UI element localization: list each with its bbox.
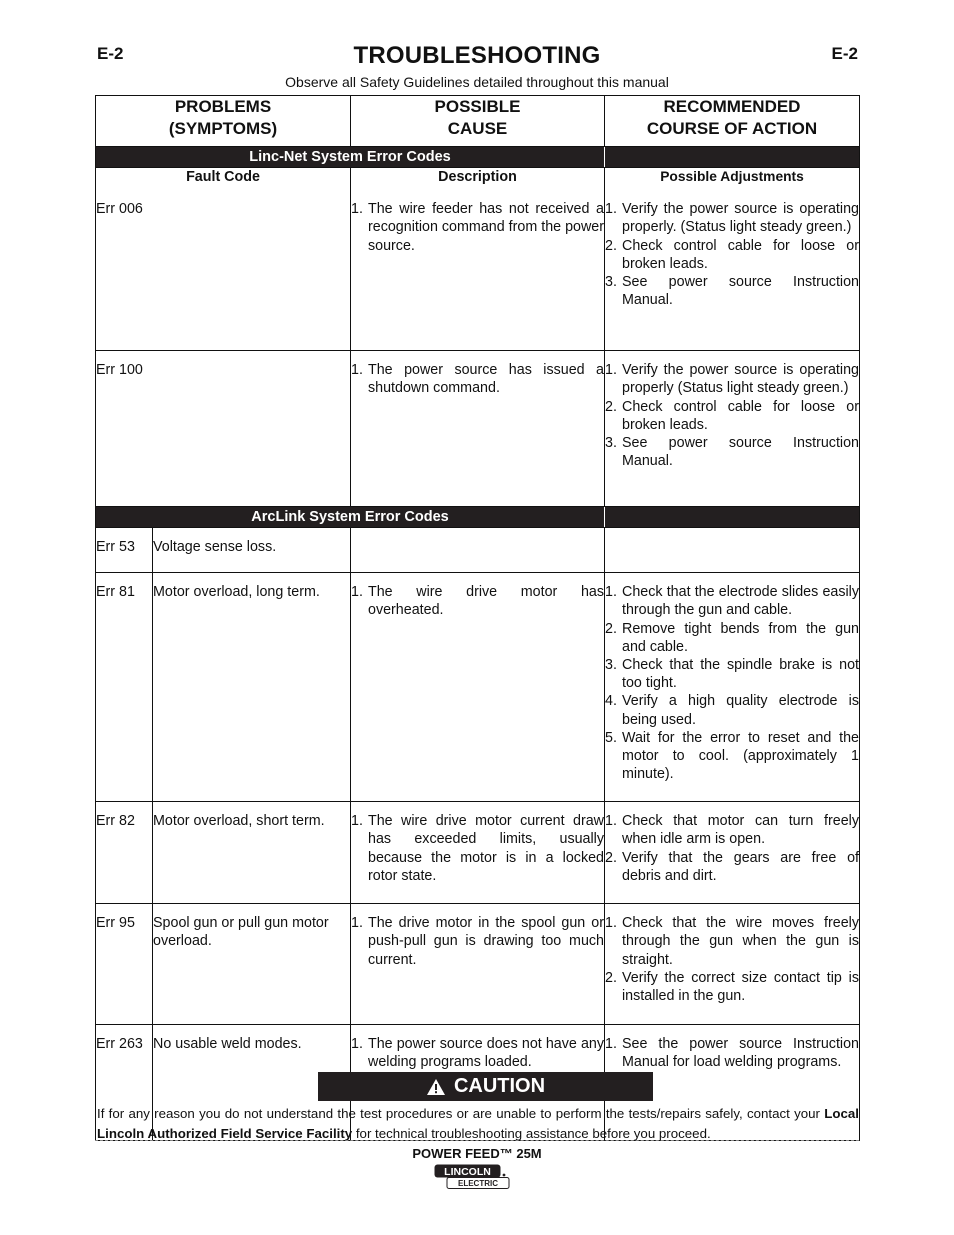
cause-number: 1.: [351, 201, 363, 218]
cause-list: [351, 200, 604, 255]
cause-text: The wire feeder has not received a recognition command from the power source.: [368, 201, 605, 254]
page-code-left: E-2: [97, 44, 124, 63]
fault-code-cell: [96, 351, 351, 507]
symptom-cell: [153, 802, 351, 904]
fault-code-cell: [96, 573, 153, 802]
header-problems: PROBLEMS (SYMPTOMS): [96, 96, 351, 147]
action-item: [605, 273, 859, 309]
action-cell: [605, 186, 860, 351]
cause-cell: [351, 573, 605, 802]
action-item: [605, 849, 859, 885]
header-cause: POSSIBLE CAUSE: [351, 96, 605, 147]
cause-list: [351, 583, 604, 619]
action-item: [605, 361, 859, 397]
cause-text: The drive motor in the spool gun or push-pull gun is drawing too much current.: [368, 915, 604, 968]
action-number: 5.: [605, 729, 617, 746]
action-text: Check that the spindle brake is not too tight.: [622, 657, 859, 692]
cause-number: 1.: [351, 1036, 363, 1053]
cause-cell: [351, 351, 605, 507]
symptom-cell: [153, 904, 351, 1025]
action-text: Check that the wire moves freely through the gun when the gun is straight.: [622, 915, 859, 968]
fault-code-cell: [96, 186, 351, 351]
action-number: 1.: [605, 813, 617, 830]
section-title-lincnet: Linc-Net System Error Codes: [96, 147, 605, 168]
action-item: [605, 914, 859, 969]
subheader-description: Description: [351, 168, 605, 187]
cause-number: 1.: [351, 362, 363, 379]
action-item: [605, 692, 859, 728]
action-number: 2.: [605, 237, 617, 254]
action-text: Check that the electrode slides easily through the gun and cable.: [622, 584, 859, 619]
action-cell: [605, 528, 860, 573]
footer-divider: [95, 1140, 859, 1141]
fault-code: Err 53: [96, 539, 135, 556]
caution-banner: [318, 1072, 653, 1101]
action-list: [605, 200, 859, 309]
action-item: [605, 200, 859, 236]
fault-code: Err 81: [96, 584, 135, 601]
header-action: RECOMMENDED COURSE OF ACTION: [605, 96, 860, 147]
cause-item: [351, 812, 604, 885]
fault-code: Err 263: [96, 1036, 143, 1053]
table-row: [96, 802, 860, 904]
safety-note: Observe all Safety Guidelines detailed throughout this manual: [285, 74, 669, 90]
cause-cell: [351, 802, 605, 904]
cause-item: [351, 914, 604, 969]
action-text: Wait for the error to reset and the motor to cool. (approximately 1 minute).: [622, 729, 859, 783]
symptom-text: Voltage sense loss.: [153, 539, 277, 556]
action-number: 1.: [605, 362, 617, 379]
action-number: 1.: [605, 915, 617, 932]
action-text: Check that motor can turn freely when idle arm is open.: [622, 813, 859, 848]
fault-code-cell: [96, 528, 153, 573]
cause-cell: [351, 528, 605, 573]
page-code-right: E-2: [831, 44, 858, 63]
caution-label: CAUTION: [453, 1075, 546, 1097]
band-spacer: [605, 147, 860, 168]
cause-item: [351, 200, 604, 255]
cause-cell: [351, 904, 605, 1025]
action-cell: [605, 351, 860, 507]
warning-icon: [426, 1078, 446, 1096]
action-cell: [605, 573, 860, 802]
action-text: Verify that the gears are free of debris and dirt.: [622, 849, 859, 884]
footer-note: [97, 1104, 859, 1144]
action-number: 1.: [605, 1036, 617, 1053]
cause-list: [351, 1035, 604, 1071]
action-list: [605, 914, 859, 1005]
fault-code: Err 006: [96, 201, 143, 218]
action-list: [605, 361, 859, 470]
band-spacer: [605, 507, 860, 528]
action-number: 2.: [605, 398, 617, 415]
cause-item: [351, 361, 604, 397]
action-item: [605, 620, 859, 656]
fault-code-cell: [96, 904, 153, 1025]
table-row: [96, 351, 860, 507]
cause-item: [351, 1035, 604, 1071]
action-number: 2.: [605, 620, 617, 637]
cause-number: 1.: [351, 584, 363, 601]
action-list: [605, 583, 859, 783]
fault-code: Err 95: [96, 915, 135, 932]
action-text: Remove tight bends from the gun and cable.: [622, 620, 859, 655]
svg-text:LINCOLN: LINCOLN: [444, 1166, 491, 1178]
section-band-lincnet: [96, 147, 860, 168]
table-row: [96, 186, 860, 351]
cause-list: [351, 914, 604, 969]
action-list: [605, 812, 859, 885]
action-item: [605, 398, 859, 434]
action-text: Verify the power source is operating properly. (Status light steady green.): [622, 201, 859, 236]
table-row: [96, 573, 860, 802]
action-text: See power source Instruction Manual.: [622, 274, 859, 309]
cause-item: [351, 583, 604, 619]
footer-line1: If for any reason you do not understand the test procedures or are unable to perform the tests/repairs safely, contact your: [97, 1106, 820, 1121]
table-row: [96, 528, 860, 573]
action-number: 1.: [605, 584, 617, 601]
table-row: [96, 904, 860, 1025]
action-item: [605, 969, 859, 1005]
action-item: [605, 656, 859, 692]
cause-number: 1.: [351, 915, 363, 932]
action-number: 3.: [605, 435, 617, 452]
action-item: [605, 812, 859, 848]
footer-bold: Local Lincoln Authorized Field Service Facility: [97, 1106, 859, 1141]
action-text: See the power source Instruction Manual for load welding programs.: [622, 1036, 859, 1071]
lincoln-electric-logo: [434, 1164, 512, 1190]
action-cell: [605, 802, 860, 904]
symptom-text: No usable weld modes.: [153, 1036, 302, 1053]
cause-cell: [351, 186, 605, 351]
action-text: Check control cable for loose or broken leads.: [622, 237, 859, 272]
troubleshooting-table: [95, 95, 860, 1141]
action-number: 2.: [605, 969, 617, 986]
symptom-cell: [153, 528, 351, 573]
cause-text: The wire drive motor has overheated.: [368, 584, 604, 619]
action-text: See power source Instruction Manual.: [622, 435, 859, 470]
symptom-text: Motor overload, short term.: [153, 813, 325, 830]
subheader-adjustments: Possible Adjustments: [605, 168, 860, 187]
fault-code-cell: [96, 802, 153, 904]
action-item: [605, 1035, 859, 1071]
subheader-fault-code: Fault Code: [96, 168, 351, 187]
section-title-arclink: ArcLink System Error Codes: [96, 507, 605, 528]
action-text: Check control cable for loose or broken leads.: [622, 398, 859, 433]
action-number: 4.: [605, 693, 617, 710]
cause-list: [351, 812, 604, 885]
cause-text: The power source has issued a shutdown command.: [368, 362, 604, 397]
header-row: [96, 96, 860, 147]
action-text: Verify the power source is operating properly (Status light steady green.): [622, 362, 859, 397]
action-text: Verify a high quality electrode is being used.: [622, 693, 859, 728]
footer-line2: for technical troubleshooting assistance before you proceed.: [352, 1126, 711, 1141]
action-number: 2.: [605, 849, 617, 866]
action-number: 1.: [605, 201, 617, 218]
fault-code: Err 100: [96, 362, 143, 379]
action-text: Verify the correct size contact tip is installed in the gun.: [622, 969, 859, 1005]
cause-list: [351, 361, 604, 397]
action-item: [605, 729, 859, 784]
action-list: [605, 1035, 859, 1071]
svg-text:ELECTRIC: ELECTRIC: [458, 1179, 498, 1189]
action-item: [605, 434, 859, 470]
action-item: [605, 237, 859, 273]
action-cell: [605, 904, 860, 1025]
symptom-text: Motor overload, long term.: [153, 584, 320, 601]
action-number: 3.: [605, 657, 617, 674]
symptom-cell: [153, 573, 351, 802]
section-band-arclink: [96, 507, 860, 528]
symptom-text: Spool gun or pull gun motor overload.: [153, 915, 329, 950]
page-title: TROUBLESHOOTING: [353, 42, 601, 69]
cause-number: 1.: [351, 813, 363, 830]
action-item: [605, 583, 859, 619]
action-number: 3.: [605, 274, 617, 291]
cause-text: The wire drive motor current draw has exceeded limits, usually because the motor is in a locked rotor state.: [368, 813, 604, 884]
product-name: POWER FEED™ 25M: [412, 1146, 542, 1161]
fault-code: Err 82: [96, 813, 135, 830]
cause-text: The power source does not have any welding programs loaded.: [368, 1036, 604, 1071]
subheader-row: [96, 168, 860, 187]
